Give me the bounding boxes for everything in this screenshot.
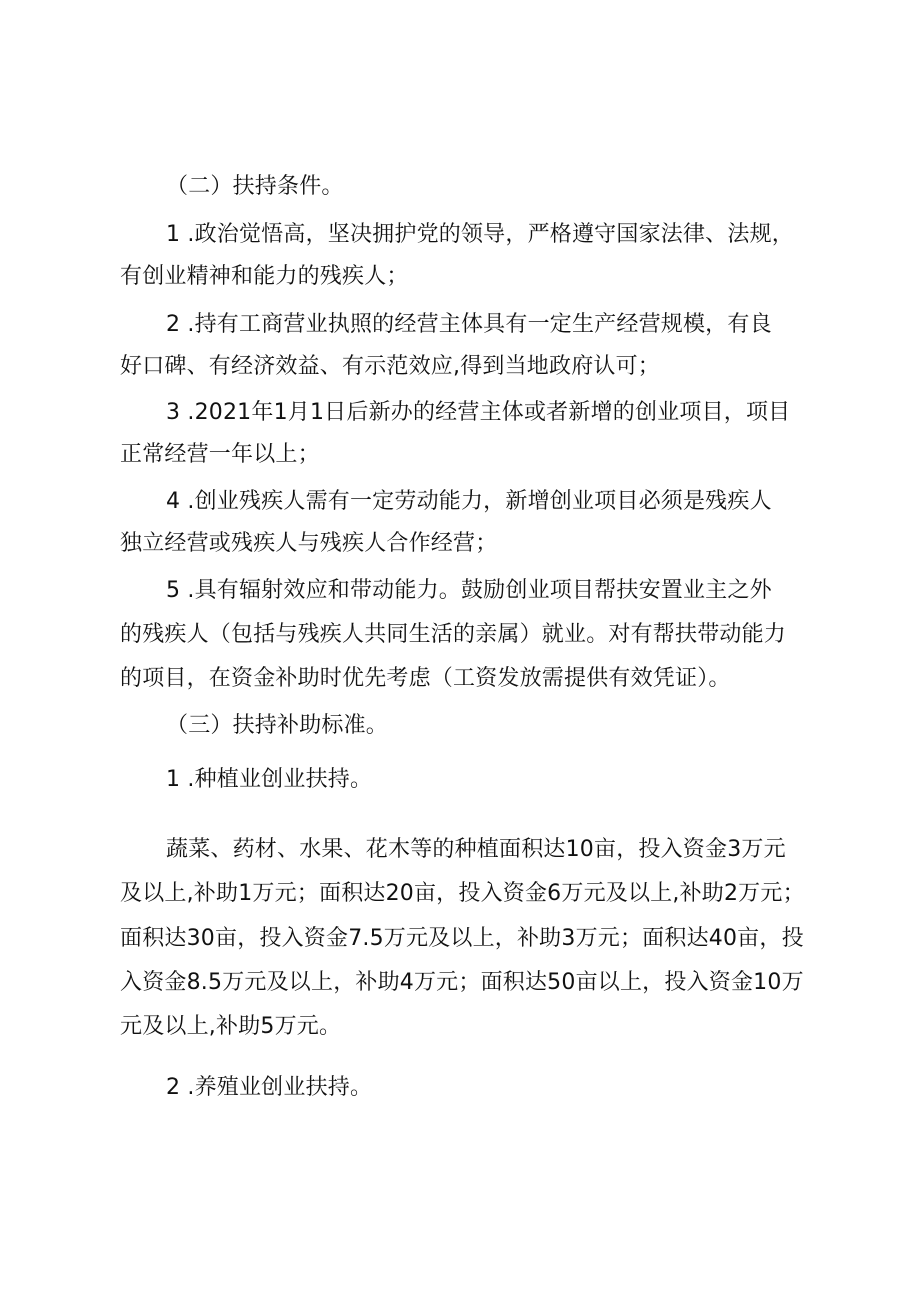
condition-5-line-1: 5 .具有辐射效应和带动能力。鼓励创业项目帮扶安置业主之外 (166, 578, 772, 603)
planting-paragraph-line-3: 面积达30亩，投入资金7.5万元及以上，补助3万元；面积达40亩，投 (120, 926, 804, 951)
condition-3-line-2: 正常经营一年以上； (120, 442, 320, 467)
condition-4-line-1: 4 .创业残疾人需有一定劳动能力，新增创业项目必须是残疾人 (166, 489, 772, 514)
planting-paragraph-line-5: 元及以上,补助5万元。 (120, 1014, 342, 1039)
condition-1-line-1: 1 .政治觉悟高，坚决拥护党的领导，严格遵守国家法律、法规， (166, 222, 794, 247)
subheading-breeding-support: 2 .养殖业创业扶持。 (166, 1075, 373, 1100)
planting-paragraph-line-4: 入资金8.5万元及以上，补助4万元；面积达50亩以上，投入资金10万 (120, 970, 804, 995)
section-heading-support-conditions: （二）扶持条件。 (166, 174, 344, 199)
planting-paragraph-line-2: 及以上,补助1万元；面积达20亩，投入资金6万元及以上,补助2万元； (120, 881, 805, 906)
condition-3-line-1: 3 .2021年1月1日后新办的经营主体或者新增的创业项目，项目 (166, 400, 791, 425)
condition-2-line-2: 好口碑、有经济效益、有示范效应,得到当地政府认可； (120, 354, 660, 379)
subheading-planting-support: 1 .种植业创业扶持。 (166, 767, 373, 792)
condition-4-line-2: 独立经营或残疾人与残疾人合作经营； (120, 531, 498, 556)
condition-1-line-2: 有创业精神和能力的残疾人； (120, 264, 409, 289)
section-heading-subsidy-standards: （三）扶持补助标准。 (166, 713, 389, 738)
condition-5-line-2: 的残疾人（包括与残疾人共同生活的亲属）就业。对有帮扶带动能力 (120, 622, 787, 647)
planting-paragraph-line-1: 蔬菜、药材、水果、花木等的种植面积达10亩，投入资金3万元 (166, 837, 786, 862)
condition-2-line-1: 2 .持有工商营业执照的经营主体具有一定生产经营规模，有良 (166, 312, 772, 337)
condition-5-line-3: 的项目，在资金补助时优先考虑（工资发放需提供有效凭证）。 (120, 666, 731, 691)
